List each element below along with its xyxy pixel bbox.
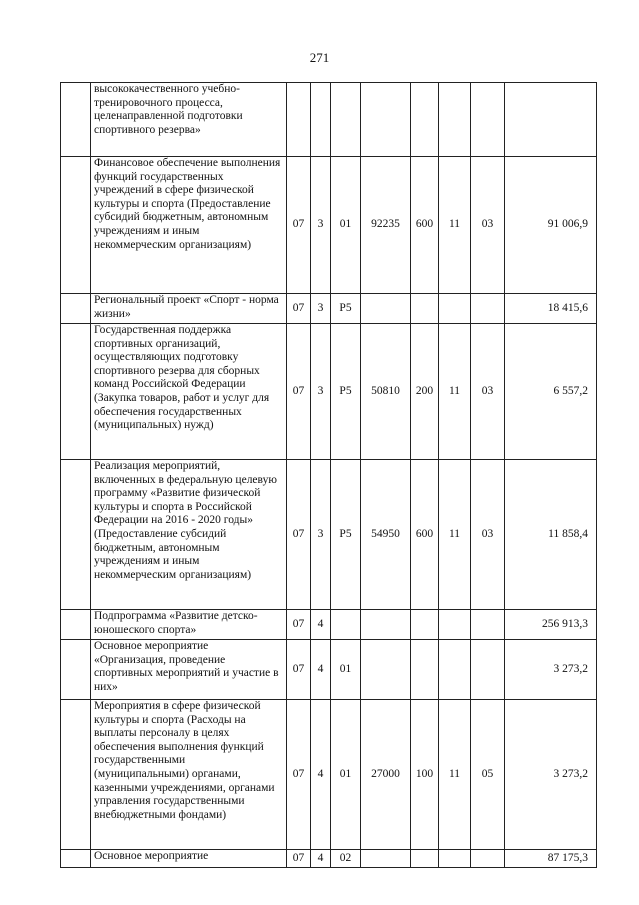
cell-sub: 4 xyxy=(311,700,331,850)
cell-rz xyxy=(439,83,471,157)
cell-prog: P5 xyxy=(331,460,361,610)
table-body xyxy=(61,83,597,868)
row-name: Основное мероприятие «Организация, проведение спортивных мероприятий и участие в них» xyxy=(91,640,287,700)
cell-amount: 6 557,2 xyxy=(505,324,597,460)
cell-sub: 3 xyxy=(311,460,331,610)
blank-cell xyxy=(61,610,91,640)
cell-amount xyxy=(505,83,597,157)
cell-sub: 4 xyxy=(311,640,331,700)
cell-amount: 3 273,2 xyxy=(505,700,597,850)
cell-rz: 11 xyxy=(439,460,471,610)
cell-dir: 50810 xyxy=(361,324,411,460)
cell-amount: 18 415,6 xyxy=(505,294,597,324)
table-row xyxy=(61,460,597,610)
cell-rz: 11 xyxy=(439,157,471,294)
cell-sub xyxy=(311,83,331,157)
row-name: высококачественного учебно-тренировочного процесса, целенаправленной подготовки спортивного резерва» xyxy=(91,83,287,157)
cell-dir: 92235 xyxy=(361,157,411,294)
cell-prog: 02 xyxy=(331,850,361,868)
cell-vr: 600 xyxy=(411,157,439,294)
blank-cell xyxy=(61,460,91,610)
cell-sub: 4 xyxy=(311,850,331,868)
row-name: Государственная поддержка спортивных организаций, осуществляющих подготовку спортивного резерва для сборных команд Российской Федерации (Закупка товаров, работ и услуг для обеспечения государственных (муниципальных) нужд) xyxy=(91,324,287,460)
cell-prog: 01 xyxy=(331,157,361,294)
cell-sec: 07 xyxy=(287,640,311,700)
cell-sec xyxy=(287,83,311,157)
table-row xyxy=(61,157,597,294)
cell-vr xyxy=(411,850,439,868)
cell-rz: 11 xyxy=(439,324,471,460)
cell-prog xyxy=(331,610,361,640)
cell-amount: 11 858,4 xyxy=(505,460,597,610)
cell-prog: 01 xyxy=(331,700,361,850)
cell-sec: 07 xyxy=(287,610,311,640)
row-name: Мероприятия в сфере физической культуры и спорта (Расходы на выплаты персоналу в целях обеспечения выполнения функций государственными (муниципальными) органами, казенными учреждениями, органами управления государственными внебюджетными фондами) xyxy=(91,700,287,850)
blank-cell xyxy=(61,157,91,294)
cell-pr: 03 xyxy=(471,157,505,294)
cell-amount: 91 006,9 xyxy=(505,157,597,294)
cell-dir: 54950 xyxy=(361,460,411,610)
cell-sub: 3 xyxy=(311,294,331,324)
blank-cell xyxy=(61,640,91,700)
cell-sec: 07 xyxy=(287,157,311,294)
cell-dir xyxy=(361,850,411,868)
table-row xyxy=(61,850,597,868)
row-name: Финансовое обеспечение выполнения функций государственных учреждений в сфере физической культуры и спорта (Предоставление субсидий бюджетным, автономным учреждениям и иным некоммерческим организациям) xyxy=(91,157,287,294)
table-row xyxy=(61,294,597,324)
cell-vr xyxy=(411,83,439,157)
table-row xyxy=(61,610,597,640)
cell-vr: 600 xyxy=(411,460,439,610)
cell-sec: 07 xyxy=(287,460,311,610)
table-row xyxy=(61,700,597,850)
cell-prog: P5 xyxy=(331,294,361,324)
cell-dir xyxy=(361,294,411,324)
cell-vr xyxy=(411,640,439,700)
cell-prog: P5 xyxy=(331,324,361,460)
table-row xyxy=(61,640,597,700)
budget-table xyxy=(60,82,597,868)
cell-vr xyxy=(411,294,439,324)
cell-dir: 27000 xyxy=(361,700,411,850)
cell-sec: 07 xyxy=(287,324,311,460)
cell-sec: 07 xyxy=(287,850,311,868)
cell-dir xyxy=(361,83,411,157)
cell-pr: 03 xyxy=(471,324,505,460)
cell-dir xyxy=(361,640,411,700)
cell-vr: 200 xyxy=(411,324,439,460)
row-name: Реализация мероприятий, включенных в федеральную целевую программу «Развитие физической культуры и спорта в Российской Федерации на 2016 - 2020 годы» (Предоставление субсидий бюджетным, автономным учреждениям и иным некоммерческим организациям) xyxy=(91,460,287,610)
table-row xyxy=(61,324,597,460)
cell-sub: 4 xyxy=(311,610,331,640)
row-name: Основное мероприятие xyxy=(91,850,287,868)
cell-pr xyxy=(471,640,505,700)
cell-pr: 03 xyxy=(471,460,505,610)
cell-pr xyxy=(471,294,505,324)
cell-prog xyxy=(331,83,361,157)
row-name: Региональный проект «Спорт - норма жизни» xyxy=(91,294,287,324)
cell-amount: 3 273,2 xyxy=(505,640,597,700)
cell-amount: 87 175,3 xyxy=(505,850,597,868)
cell-amount: 256 913,3 xyxy=(505,610,597,640)
cell-vr: 100 xyxy=(411,700,439,850)
page-number: 271 xyxy=(309,50,330,65)
cell-sub: 3 xyxy=(311,324,331,460)
cell-dir xyxy=(361,610,411,640)
cell-pr: 05 xyxy=(471,700,505,850)
cell-sec: 07 xyxy=(287,700,311,850)
cell-rz xyxy=(439,850,471,868)
cell-rz: 11 xyxy=(439,700,471,850)
row-name: Подпрограмма «Развитие детско-юношеского спорта» xyxy=(91,610,287,640)
blank-cell xyxy=(61,850,91,868)
cell-pr xyxy=(471,850,505,868)
cell-vr xyxy=(411,610,439,640)
cell-pr xyxy=(471,610,505,640)
cell-rz xyxy=(439,294,471,324)
cell-pr xyxy=(471,83,505,157)
blank-cell xyxy=(61,700,91,850)
cell-prog: 01 xyxy=(331,640,361,700)
blank-cell xyxy=(61,324,91,460)
cell-sub: 3 xyxy=(311,157,331,294)
cell-sec: 07 xyxy=(287,294,311,324)
cell-rz xyxy=(439,610,471,640)
blank-cell xyxy=(61,294,91,324)
blank-cell xyxy=(61,83,91,157)
cell-rz xyxy=(439,640,471,700)
table-row xyxy=(61,83,597,157)
